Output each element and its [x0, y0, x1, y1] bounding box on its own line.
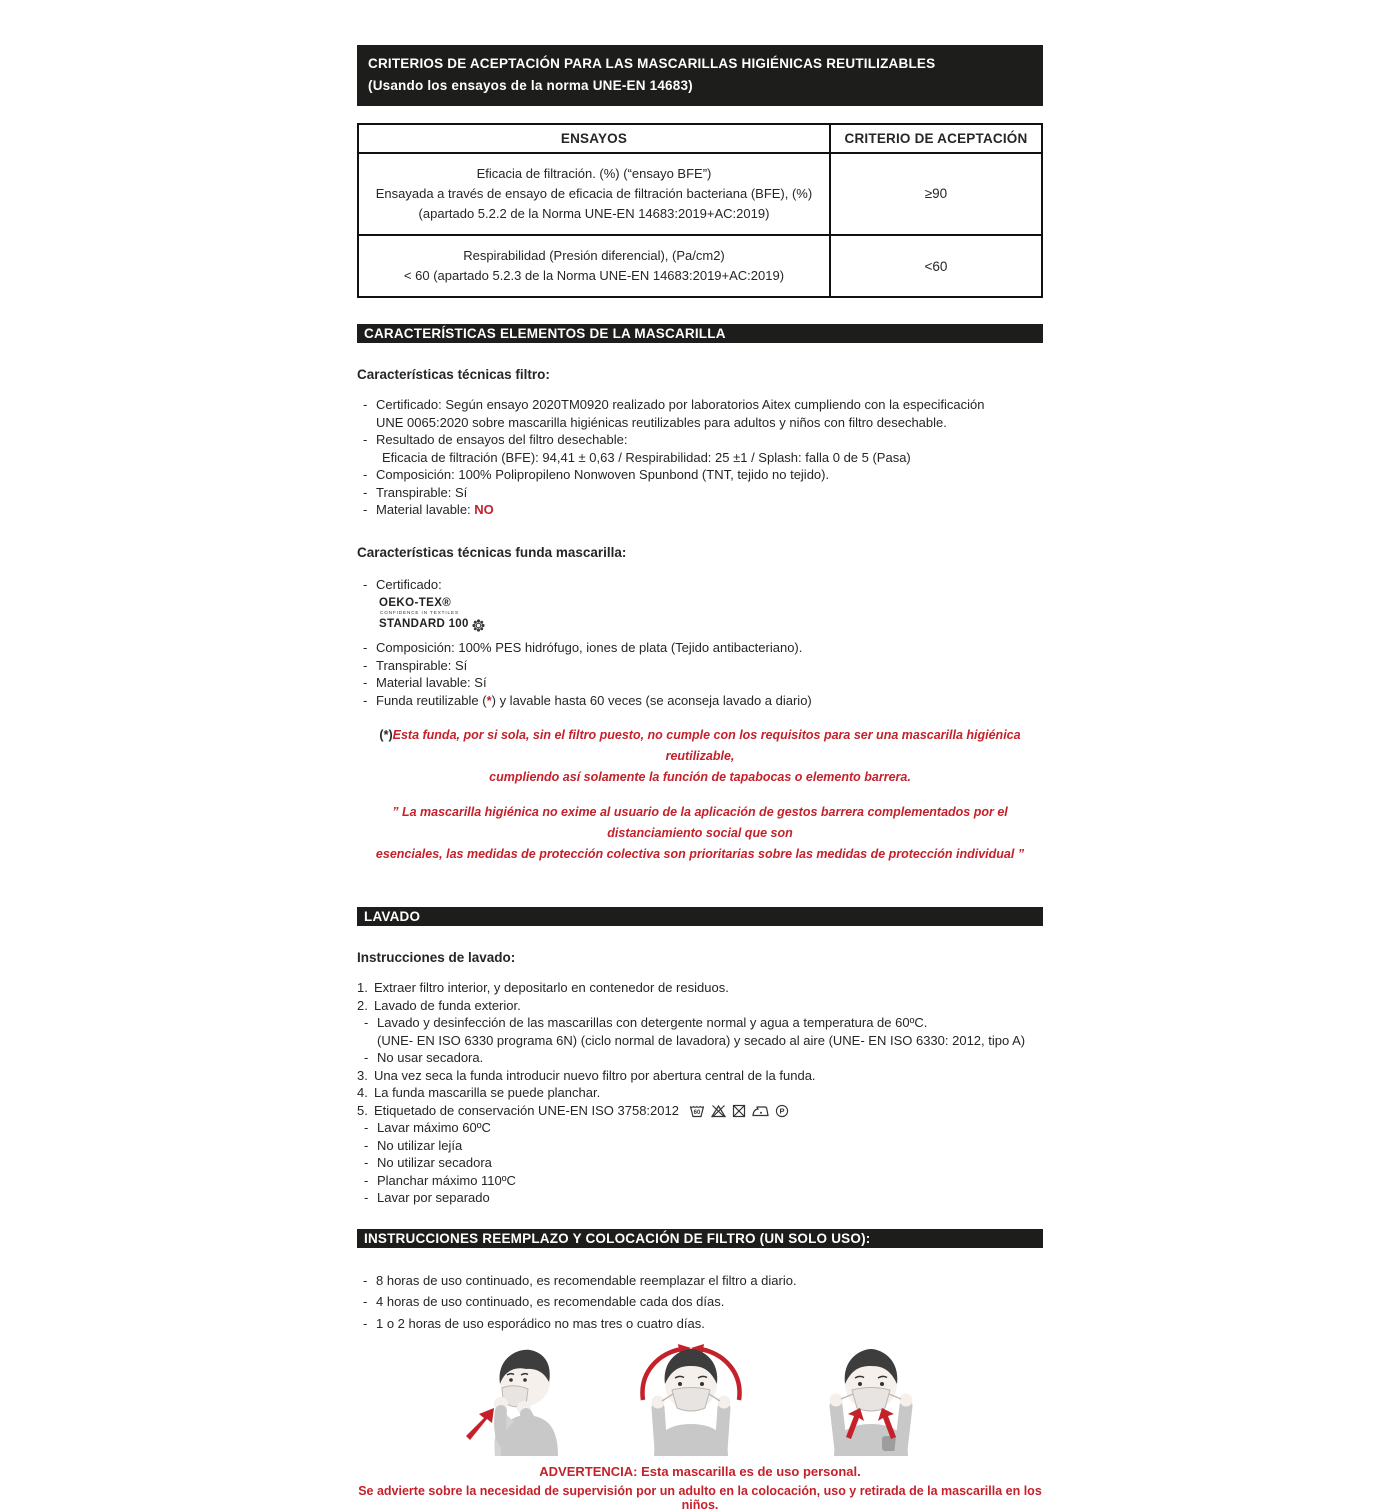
list-item: - Lavar máximo 60ºC [364, 1120, 491, 1136]
red-arrow-icon [466, 1408, 494, 1440]
oeko-tex-logo [379, 598, 1043, 633]
list-item: - 8 horas de uso continuado, es recomendable reemplazar el filtro a diario. [363, 1272, 797, 1288]
footnote-line1: Esta funda, por si sola, sin el filtro puesto, no cumple con los requisitos para ser una mascarilla higiénica reutilizable, [392, 728, 1021, 764]
oeko-tex-flower-icon [472, 619, 485, 632]
list-item: - Funda reutilizable (*) y lavable hasta 60 veces (se aconseja lavado a diario) [363, 692, 812, 708]
filtro-list [357, 396, 1043, 519]
advertencia-text: ADVERTENCIA: Esta mascarilla es de uso personal. [539, 1464, 861, 1480]
list-item: 1. Extraer filtro interior, y depositarlo en contenedor de residuos. [357, 980, 729, 996]
funda-composicion: Composición: 100% PES hidrófugo, iones de plata (Tejido antibacteriano). [376, 640, 803, 656]
list-item: (UNE- EN ISO 6330 programa 6N) (ciclo normal de lavadora) y secado al aire (UNE- EN ISO 6330: 2012, tipo A) [377, 1032, 1026, 1048]
column-header-ensayos: ENSAYOS [358, 124, 830, 153]
list-item: 2. Lavado de funda exterior. [357, 997, 521, 1013]
list-item: - Resultado de ensayos del filtro desechable: [363, 432, 628, 448]
lavado-heading: Instrucciones de lavado: [357, 950, 516, 966]
supervision-text: Se advierte sobre la necesidad de supervisión por un adulto en la colocación, uso y retirada de la mascarilla en los niños. [358, 1484, 1042, 1512]
footnote-prefix: (*) [379, 728, 393, 743]
document-title-line2: (Usando los ensayos de la norma UNE-EN 14683) [368, 78, 693, 94]
funda-reutilizable-post: ) y lavable hasta 60 veces (se aconseja lavado a diario) [491, 692, 812, 708]
lavado-steps [357, 979, 1043, 1207]
acceptance-criteria-table [357, 123, 1043, 299]
filtro-transpirable: Transpirable: Sí [376, 484, 468, 500]
list-item: - Material lavable: NO [363, 502, 494, 518]
document-title-bar [357, 45, 1043, 106]
list-item: - Certificado: [363, 576, 442, 592]
funda-reutilizable-asterisk: * [486, 692, 492, 708]
wash-60-icon [689, 1104, 705, 1118]
table-row [358, 235, 1042, 297]
ensayo-bfe-line2: Ensayada a través de ensayo de eficacia de filtración bacteriana (BFE), (%) [375, 185, 813, 201]
oeko-tex-brand: OEKO-TEX® [379, 597, 452, 610]
filtro-certificado-line2: UNE 0065:2020 sobre mascarilla higiénicas reutilizables para adultos y niños con filtro desechable. [376, 414, 947, 430]
ensayo-respirabilidad-line1: Respirabilidad (Presión diferencial), (Pa/cm2) [463, 247, 725, 263]
etiquetado-text: Etiquetado de conservación UNE-EN ISO 3758:2012 [374, 1102, 679, 1118]
asterisk-footnote [357, 725, 1043, 788]
care-symbols [689, 1104, 789, 1118]
filtro-lavable-label: Material lavable: [376, 502, 475, 518]
mask-step3-illustration [796, 1344, 946, 1456]
hygiene-quote [357, 802, 1043, 865]
ensayo-respirabilidad-cell [358, 235, 830, 297]
filtro-heading: Características técnicas filtro: [357, 367, 550, 383]
list-item: - Planchar máximo 110ºC [364, 1172, 516, 1188]
ensayo-bfe-line1: Eficacia de filtración. (%) (“ensayo BFE”) [476, 165, 712, 181]
list-item: - No usar secadora. [364, 1050, 484, 1066]
iron-icon [752, 1104, 769, 1118]
mask-step2-illustration [616, 1344, 766, 1456]
ensayo-respirabilidad-line2: < 60 (apartado 5.2.3 de la Norma UNE-EN 14683:2019+AC:2019) [403, 268, 785, 284]
svg-text:60: 60 [693, 1109, 701, 1116]
no-tumble-dry-icon [732, 1104, 746, 1118]
section-instrucciones-bar: INSTRUCCIONES REEMPLAZO Y COLOCACIÓN DE FILTRO (UN SOLO USO): [357, 1229, 1043, 1248]
list-item: - Composición: 100% Polipropileno Nonwoven Spunbond (TNT, tejido no tejido). [363, 467, 830, 483]
list-item: - 1 o 2 horas de uso esporádico no mas tres o cuatro días. [363, 1315, 705, 1331]
funda-certificado: Certificado: [376, 576, 442, 592]
list-item: - No utilizar secadora [364, 1155, 492, 1171]
criterio-respirabilidad-value: <60 [830, 235, 1042, 297]
list-item: - Lavado y desinfección de las mascarillas con detergente normal y agua a temperatura de 60ºC. [364, 1015, 928, 1031]
list-item: - Transpirable: Sí [363, 484, 468, 500]
list-item: - Composición: 100% PES hidrófugo, iones de plata (Tejido antibacteriano). [363, 640, 803, 656]
oeko-tex-tagline: CONFIDENCE IN TEXTILES [380, 610, 459, 616]
table-header-row [358, 124, 1042, 153]
dry-clean-p-icon [775, 1104, 789, 1118]
filtro-resultado: Resultado de ensayos del filtro desechable: [376, 432, 628, 448]
ensayo-bfe-line3: (apartado 5.2.2 de la Norma UNE-EN 14683:2019+AC:2019) [418, 205, 770, 221]
mask-instructions-illustrations [357, 1344, 1043, 1456]
mask-step1-illustration [454, 1344, 586, 1456]
quote-line2: esenciales, las medidas de protección colectiva son prioritarias sobre las medidas de protección individual ” [375, 847, 1025, 862]
funda-heading: Características técnicas funda mascarilla: [357, 544, 627, 560]
quote-line1: ” La mascarilla higiénica no exime al usuario de la aplicación de gestos barrera complementados por el distanciamiento social que son [392, 805, 1008, 841]
list-item: - Certificado: Según ensayo 2020TM0920 realizado por laboratorios Aitex cumpliendo con la especificación UNE 0065:2020 sobre mascarilla higiénicas reutilizables para adultos y niños con filtro desechable. [363, 397, 985, 430]
oeko-tex-standard: STANDARD 100 [379, 618, 469, 631]
footnote-line2: cumpliendo así solamente la función de tapabocas o elemento barrera. [489, 770, 911, 785]
filtro-resultado-detalle: Eficacia de filtración (BFE): 94,41 ± 0,63 / Respirabilidad: 25 ±1 / Splash: falla 0 de 5 (Pasa) [382, 449, 911, 465]
list-item: 4. La funda mascarilla se puede planchar. [357, 1085, 601, 1101]
document-page [357, 45, 1043, 1512]
list-item: - 4 horas de uso continuado, es recomendable cada dos días. [363, 1294, 725, 1310]
funda-transpirable: Transpirable: Sí [376, 657, 468, 673]
section-lavado-bar: LAVADO [357, 907, 1043, 926]
list-item: 3. Una vez seca la funda introducir nuevo filtro por abertura central de la funda. [357, 1067, 816, 1083]
funda-reutilizable-pre: Funda reutilizable ( [376, 692, 487, 708]
column-header-criterio: CRITERIO DE ACEPTACIÓN [830, 124, 1042, 153]
list-item: - Transpirable: Sí [363, 657, 468, 673]
instrucciones-list [357, 1270, 1043, 1335]
filtro-certificado-line1: Certificado: Según ensayo 2020TM0920 realizado por laboratorios Aitex cumpliendo con la especificación [376, 397, 985, 413]
table-row [358, 153, 1042, 235]
list-item: 5. Etiquetado de conservación UNE-EN ISO 3758:2012 60 P [357, 1102, 1043, 1120]
ensayo-bfe-cell [358, 153, 830, 235]
no-bleach-icon [711, 1104, 726, 1118]
funda-list [357, 576, 1043, 710]
list-item: - Material lavable: Sí [363, 675, 487, 691]
list-item: - Lavar por separado [364, 1190, 490, 1206]
filtro-lavable-value: NO [474, 502, 494, 518]
list-item: - No utilizar lejía [364, 1137, 463, 1153]
document-title-line1: CRITERIOS DE ACEPTACIÓN PARA LAS MASCARILLAS HIGIÉNICAS REUTILIZABLES [368, 56, 936, 71]
funda-lavable: Material lavable: Sí [376, 675, 487, 691]
section-caracteristicas-bar: CARACTERÍSTICAS ELEMENTOS DE LA MASCARILLA [357, 324, 1043, 343]
criterio-bfe-value: ≥90 [830, 153, 1042, 235]
filtro-composicion: Composición: 100% Polipropileno Nonwoven Spunbond (TNT, tejido no tejido). [376, 467, 830, 483]
svg-text:P: P [779, 1106, 785, 1116]
